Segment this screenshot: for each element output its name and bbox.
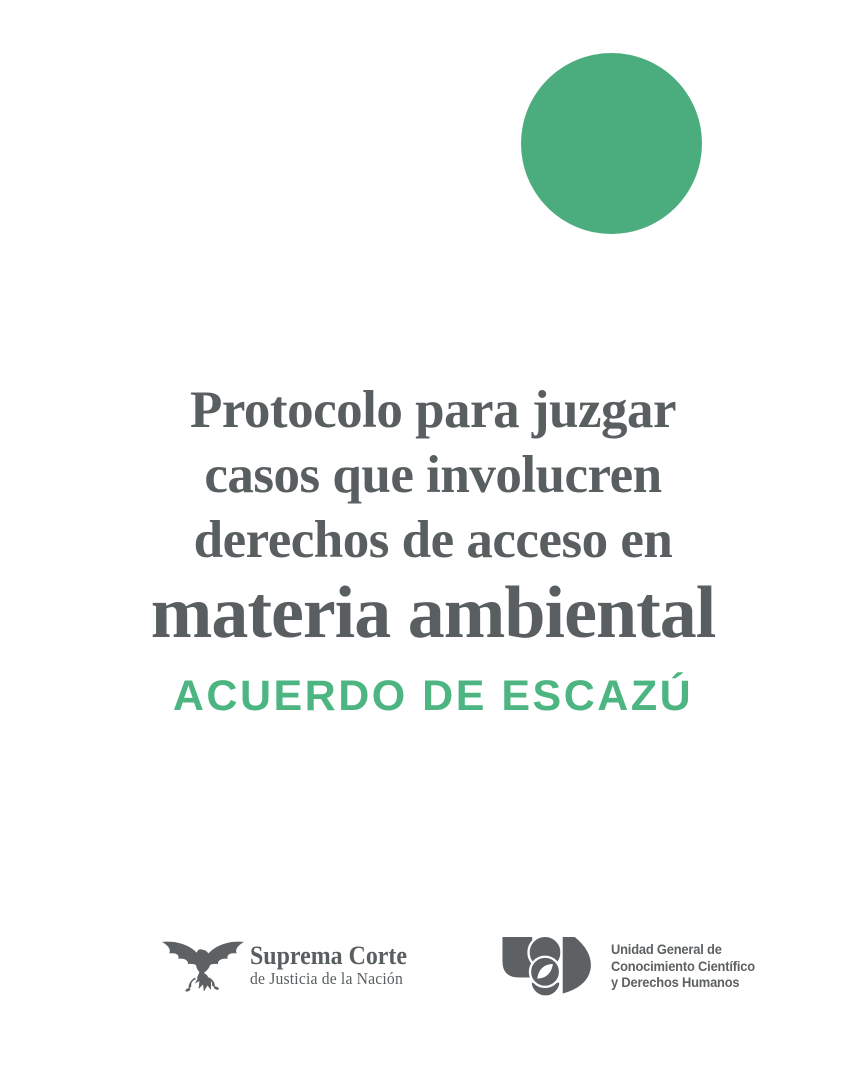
document-subtitle: ACUERDO DE ESCAZÚ [172,672,694,720]
green-circle-decoration [521,53,702,234]
title-emphasis-line: materia ambiental [150,572,716,654]
scjn-subname: de Justicia de la Nación [250,968,403,988]
ugccdh-logo [497,932,767,1000]
ugccdh-line-2: Conocimiento Científico [611,957,755,974]
ugccdh-line-1: Unidad General de [611,941,722,958]
title-block [0,378,866,719]
ugccdh-logo-text [611,941,755,991]
mexican-eagle-emblem-icon [158,933,248,997]
title-line-3: derechos de acceso en [193,511,673,569]
scjn-logo [158,933,421,997]
scjn-name: Suprema Corte [250,940,408,970]
title-line-1: Protocolo para juzgar [189,381,676,439]
title-line-2: casos que involucren [204,446,662,504]
scjn-logo-text [250,940,408,988]
ugccdh-line-3: y Derechos Humanos [611,974,740,991]
ugccdh-circles-logo-icon [497,932,595,1000]
